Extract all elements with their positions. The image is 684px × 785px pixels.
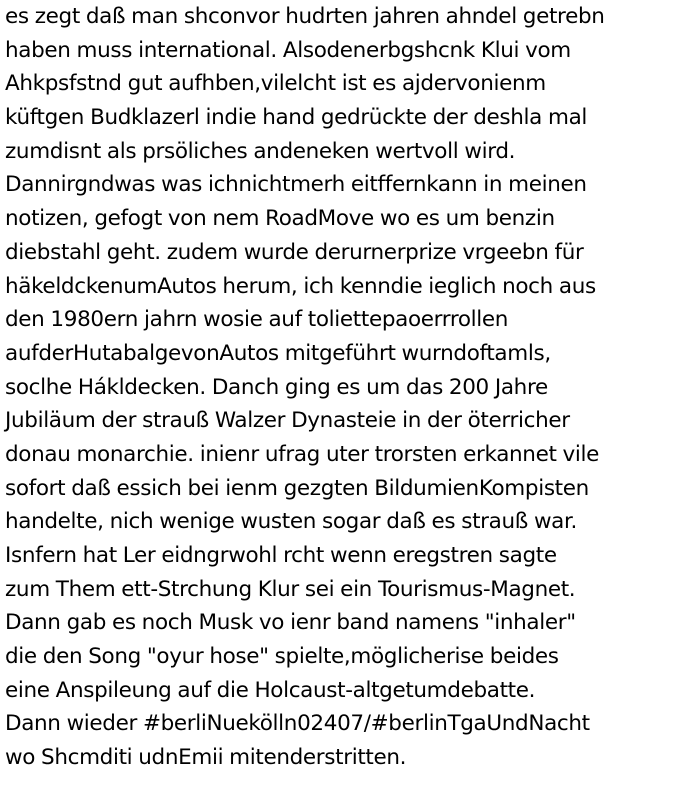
text-line: wo Shcmditi udnEmii mitenderstritten. bbox=[5, 745, 407, 771]
text-line: handelte, nich wenige wusten sogar daß es strauß war. bbox=[5, 509, 578, 535]
text-line: soclhe Hákldecken. Danch ging es um das 200 Jahre bbox=[5, 374, 548, 400]
text-line: es zegt daß man shconvor hudrten jahren ahndel getrebn bbox=[5, 4, 605, 29]
text-line: donau monarchie. inienr ufrag uter trorsten erkannet vile bbox=[5, 441, 600, 467]
text-line: Ahkpsfstnd gut aufhben,vilelcht ist es ajdervonienm bbox=[5, 71, 546, 97]
text-line: Dann gab es noch Musk vo ienr band namens "inhaler" bbox=[5, 610, 576, 636]
text-line: häkeldckenumAutos herum, ich kenndie ieglich noch aus bbox=[5, 273, 596, 299]
text-line: Isnfern hat Ler eidngrwohl rcht wenn eregstren sagte bbox=[5, 543, 557, 568]
text-line: haben muss international. Alsodenerbgshcnk Klui vom bbox=[5, 37, 571, 63]
document-text-block bbox=[5, 0, 681, 775]
text-line: diebstahl geht. zudem wurde derurnerprize vrgeebn für bbox=[5, 239, 584, 265]
text-line: küftgen Budklazerl indie hand gedrückte der deshla mal bbox=[5, 105, 588, 131]
text-line: sofort daß essich bei ienm gezgten BildumienKompisten bbox=[5, 475, 589, 501]
text-line: den 1980ern jahrn wosie auf toliettepaoerrrollen bbox=[5, 307, 509, 333]
text-line: notizen, gefogt von nem RoadMove wo es um benzin bbox=[5, 206, 555, 232]
text-line: zumdisnt als prsöliches andeneken wertvoll wird. bbox=[5, 138, 516, 164]
text-line: Dann wieder #berliNuekölln02407/#berlinTgaUndNacht bbox=[5, 711, 590, 737]
text-line: Jubiläum der strauß Walzer Dynasteie in der öterricher bbox=[5, 408, 570, 434]
text-line: Dannirgndwas was ichnichtmerh eitffernkann in meinen bbox=[5, 172, 587, 198]
text-line: aufderHutabalgevonAutos mitgeführt wurndoftamls, bbox=[5, 340, 551, 366]
text-line: die den Song "oyur hose" spielte,möglicherise beides bbox=[5, 644, 559, 670]
text-line: zum Them ett-Strchung Klur sei ein Tourismus-Magnet. bbox=[5, 576, 576, 602]
text-line: eine Anspileung auf die Holcaust-altgetumdebatte. bbox=[5, 677, 536, 703]
